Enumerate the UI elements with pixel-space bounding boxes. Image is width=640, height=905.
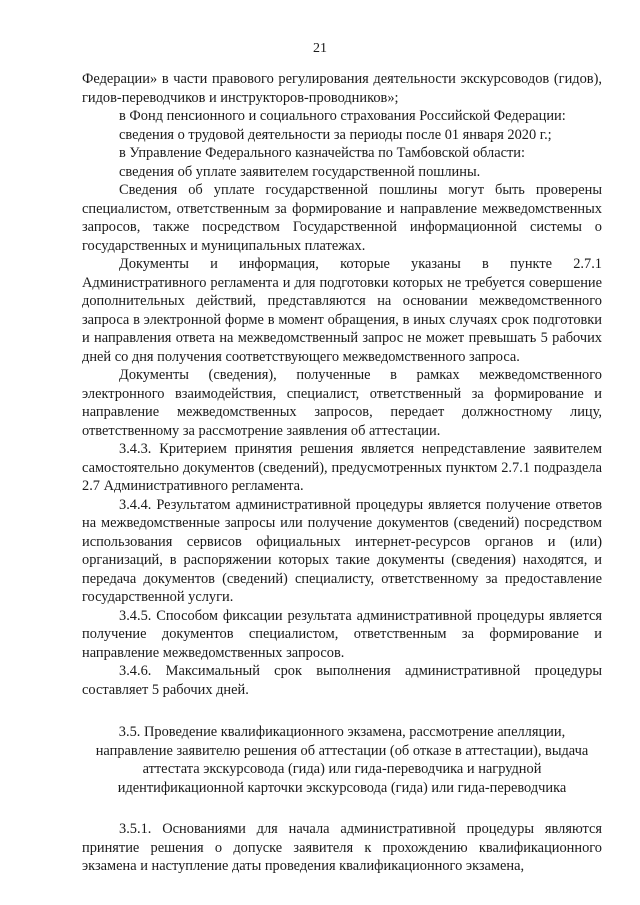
paragraph: 3.4.4. Результатом административной процедуры является получение ответов на межведомственные запросы или получение документов (сведений) посредством использования сервисов официальных интернет-ресурсов органов и (или) организаций, в распоряжении которых такие документы (сведения) находятся, и передача документов (сведений) специалисту, ответственному за предоставление государственной услуги.	[82, 496, 602, 605]
paragraph: 3.4.3. Критерием принятия решения является непредставление заявителем самостоятельно документов (сведений), предусмотренных пунктом 2.7.1 подраздела 2.7 Административного регламента.	[82, 441, 602, 494]
paragraph: Документы и информация, которые указаны в пункте 2.7.1 Административного регламента и для подготовки которых не требуется совершение дополнительных действий, представляются на основании межведомственного запроса в электронной форме в момент обращения, в иных случаях срок подготовки и направления ответа на межведомственный запрос не может превышать 5 рабочих дней со дня получения соответствующего межведомственного запроса.	[82, 256, 602, 365]
page-number: 21	[313, 41, 327, 56]
document-body	[82, 70, 602, 876]
paragraph: сведения об уплате заявителем государственной пошлины.	[119, 163, 481, 180]
paragraph: 3.4.6. Максимальный срок выполнения административной процедуры составляет 5 рабочих дней.	[82, 663, 602, 698]
paragraph: Документы (сведения), полученные в рамках межведомственного электронного взаимодействия, специалист, ответственный за формирование и направление межведомственных запросов, передает должностному лицу, ответственному за рассмотрение заявления об аттестации.	[82, 367, 602, 439]
paragraph: Сведения об уплате государственной пошлины могут быть проверены специалистом, ответственным за формирование и направление межведомственных запросов, также посредством Государственной информационной системы о государственных и муниципальных платежах.	[82, 182, 602, 254]
paragraph: Федерации» в части правового регулирования деятельности экскурсоводов (гидов), гидов-переводчиков и инструкторов-проводников»;	[82, 71, 602, 106]
paragraph: в Управление Федерального казначейства по Тамбовской области:	[119, 145, 525, 161]
paragraph: в Фонд пенсионного и социального страхования Российской Федерации:	[119, 108, 566, 124]
paragraph: 3.5.1. Основаниями для начала административной процедуры являются принятие решения о допуске заявителя к прохождению квалификационного экзамена и наступление даты проведения квалификационного экзамена,	[82, 821, 602, 874]
section-heading: 3.5. Проведение квалификационного экзамена, рассмотрение апелляции, направление заявителю решения об аттестации (об отказе в аттестации), выдача аттестата экскурсовода (гида) или гида-переводчика и нагрудной идентификационной карточки экскурсовода (гида) или гида-переводчика	[95, 724, 589, 796]
paragraph: 3.4.5. Способом фиксации результата административной процедуры является получение документов специалистом, ответственным за формирование и направление межведомственных запросов.	[82, 607, 602, 661]
paragraph: сведения о трудовой деятельности за периоды после 01 января 2020 г.;	[119, 126, 552, 143]
